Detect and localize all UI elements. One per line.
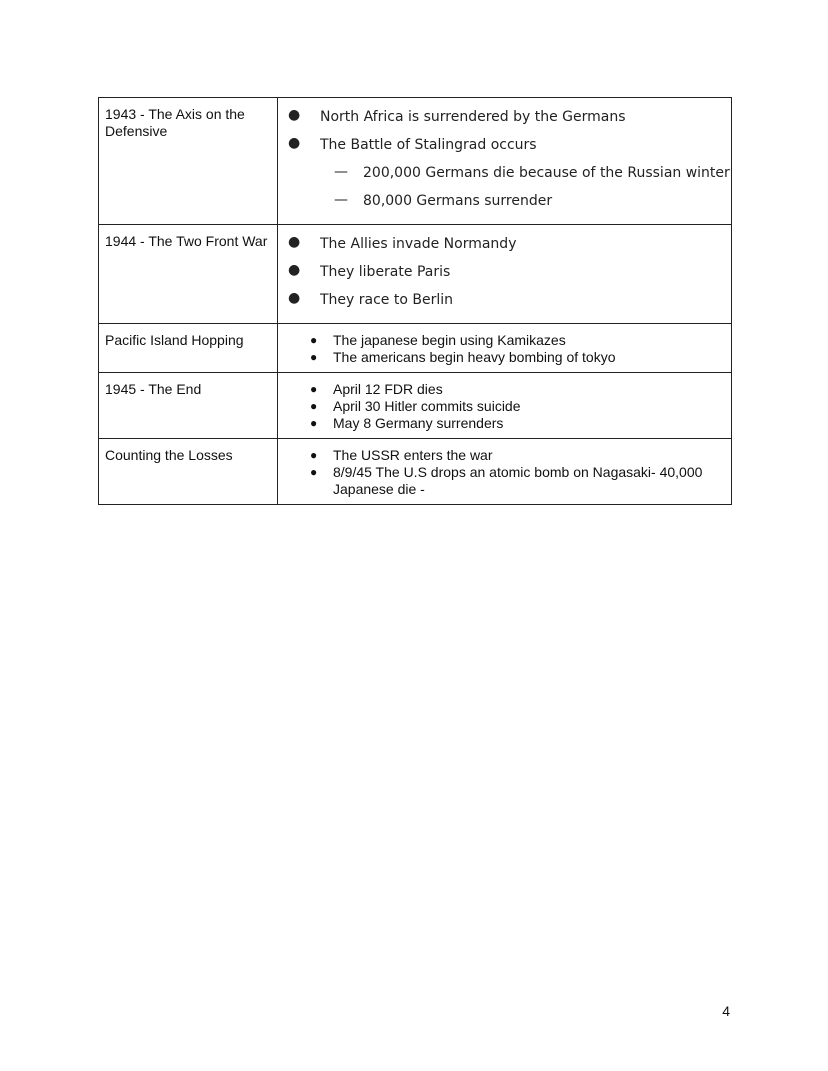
topic-cell: 1944 - The Two Front War (99, 225, 278, 324)
list-item-text: April 12 FDR dies (333, 381, 443, 397)
bullet-icon: ● (310, 465, 318, 479)
bullet-icon: ● (288, 262, 301, 278)
bullet-icon: ● (310, 448, 318, 462)
bullet-icon: ● (288, 107, 301, 123)
list-item-text: 80,000 Germans surrender (363, 193, 553, 209)
list-item (278, 398, 731, 415)
table-row (99, 98, 732, 225)
list-item-text: 200,000 Germans die because of the Russian winter (363, 165, 730, 181)
list-item-text: The USSR enters the war (333, 447, 493, 463)
list-item (278, 447, 731, 464)
list-item-text: The Battle of Stalingrad occurs (320, 137, 537, 153)
list-item-text: They liberate Paris (320, 264, 451, 280)
bullet-icon: ● (310, 416, 318, 430)
bullet-list (278, 373, 731, 438)
bullet-list (278, 439, 731, 504)
table-row (99, 324, 732, 373)
list-item (278, 415, 731, 432)
list-item-text: 8/9/45 The U.S drops an atomic bomb on Nagasaki- 40,000 Japanese die - (333, 464, 703, 497)
list-item-text: May 8 Germany surrenders (333, 415, 504, 431)
bullet-icon: ● (310, 350, 318, 364)
list-item (278, 235, 731, 253)
list-item (278, 108, 731, 126)
list-item-text: North Africa is surrendered by the Germans (320, 109, 626, 125)
list-item (278, 136, 731, 154)
dash-icon: — (334, 164, 348, 180)
topic-cell: 1943 - The Axis on the Defensive (99, 98, 278, 225)
details-cell (278, 98, 732, 225)
bullet-list (278, 98, 731, 224)
details-cell (278, 324, 732, 373)
list-item (278, 349, 731, 366)
list-item (278, 381, 731, 398)
bullet-icon: ● (310, 333, 318, 347)
topic-cell: 1945 - The End (99, 373, 278, 439)
table-row (99, 225, 732, 324)
list-item-text: The americans begin heavy bombing of tokyo (333, 349, 616, 365)
topic-cell: Counting the Losses (99, 439, 278, 505)
list-item-text: They race to Berlin (320, 292, 453, 308)
table-row (99, 373, 732, 439)
list-item-text: April 30 Hitler commits suicide (333, 398, 521, 414)
list-item (278, 192, 731, 210)
list-item (278, 164, 731, 182)
list-item-text: The japanese begin using Kamikazes (333, 332, 566, 348)
bullet-icon: ● (288, 135, 301, 151)
bullet-icon: ● (310, 399, 318, 413)
bullet-list (278, 324, 731, 372)
topic-cell: Pacific Island Hopping (99, 324, 278, 373)
list-item (278, 263, 731, 281)
dash-icon: — (334, 192, 348, 208)
list-item (278, 464, 731, 498)
table-row (99, 439, 732, 505)
details-cell (278, 373, 732, 439)
bullet-icon: ● (288, 290, 301, 306)
bullet-icon: ● (310, 382, 318, 396)
notes-table (98, 97, 732, 505)
list-item (278, 291, 731, 309)
bullet-list (278, 225, 731, 323)
list-item (278, 332, 731, 349)
bullet-icon: ● (288, 234, 301, 250)
list-item-text: The Allies invade Normandy (320, 236, 517, 252)
details-cell (278, 225, 732, 324)
page-number: 4 (722, 1003, 730, 1019)
details-cell (278, 439, 732, 505)
